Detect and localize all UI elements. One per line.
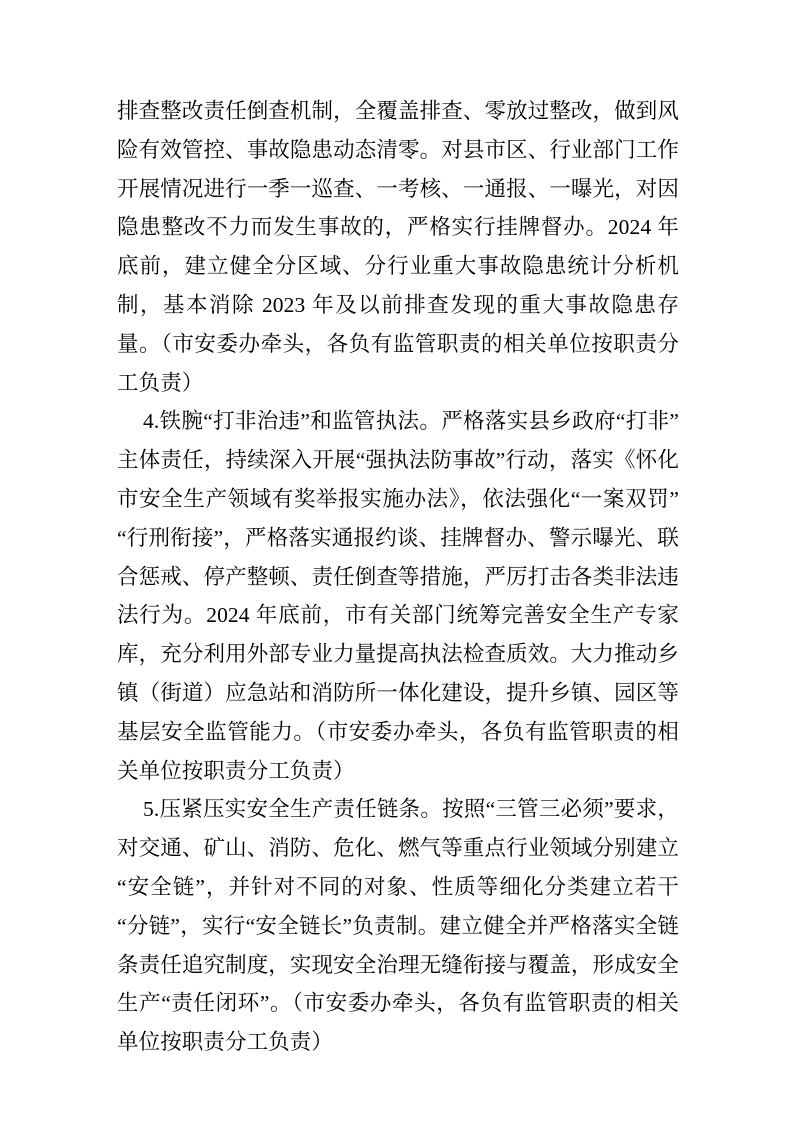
paragraph: 排查整改责任倒查机制，全覆盖排查、零放过整改，做到风险有效管控、事故隐患动态清零。对县市区、行业部门工作开展情况进行一季一巡查、一考核、一通报、一曝光，对因隐患整改不力而发生事故的，严格实行挂牌督办。2024 年底前，建立健全分区域、分行业重大事故隐患统计分析机制，基本消除 2023 年及以前排查发现的重大事故隐患存量。（市安委办牵头，各负有监管职责的相关单位按职责分工负责） [117,99,679,395]
paragraph: 4.铁腕“打非治违”和监管执法。严格落实县乡政府“打非”主体责任，持续深入开展“强执法防事故”行动，落实《怀化市安全生产领域有奖举报实施办法》，依法强化“一案双罚”“行刑衔接”，严格落实通报约谈、挂牌督办、警示曝光、联合惩戒、停产整顿、责任倒查等措施，严厉打击各类非法违法行为。2024 年底前，市有关部门统筹完善安全生产专家库，充分利用外部专业力量提高执法检查质效。大力推动乡镇（街道）应急站和消防所一体化建设，提升乡镇、园区等基层安全监管能力。（市安委办牵头，各负有监管职责的相关单位按职责分工负责） [117,409,679,783]
document-body-text [117,92,679,1062]
paragraph: 5.压紧压实安全生产责任链条。按照“三管三必须”要求，对交通、矿山、消防、危化、燃气等重点行业领域分别建立“安全链”，并针对不同的对象、性质等细化分类建立若干“分链”，实行“安全链长”负责制。建立健全并严格落实全链条责任追究制度，实现安全治理无缝衔接与覆盖，形成安全生产“责任闭环”。（市安委办牵头，各负有监管职责的相关单位按职责分工负责） [117,797,679,1055]
